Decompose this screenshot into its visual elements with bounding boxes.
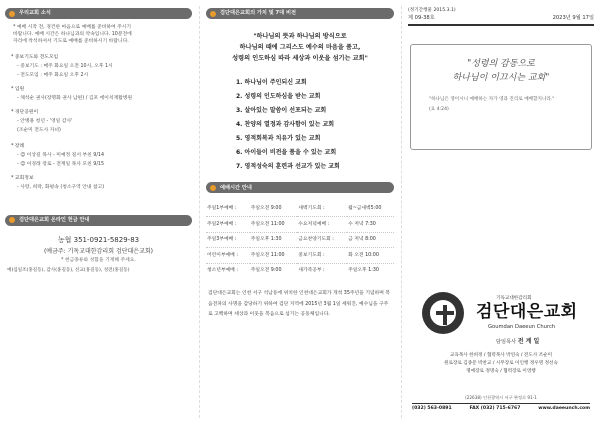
table-cell: 주일1부예배 : [207,205,237,211]
table-cell: 주일오전 9:00 [250,205,282,211]
news-item-line: - 사랑, 희락, 화평속 (청소구역 안내 참고) [17,184,105,190]
church-name: 검단대은교회 [476,302,578,322]
registration-info: (정기간행물 2015.3.1) [408,8,456,13]
table-row [206,217,394,233]
table-row [206,248,394,264]
staff-line: 교육목사 한희정 / 협력목사 박연숙 / 전도사 조순미 [449,353,553,358]
news-item-cleaning [5,176,192,191]
welcome-line: 자리에 착석하셔서 기도로 예배를 준비하시기 바랍니다. [13,38,129,44]
table-cell: 새벽기도회 : [298,205,325,211]
news-item-line: (조순미 전도사 자녀) [17,127,61,133]
vision-quote [206,31,394,64]
table-cell: 화 오전 10:00 [347,248,394,264]
issue-number: 제 09-38호 [408,14,435,21]
vision-item: 1. 하나님이 주인되신 교회 [236,79,307,87]
vision-item: 4. 찬양의 열정과 감사함이 있는 교회 [236,121,335,129]
table-cell: 주일오후 1:30 [347,263,394,279]
news-item-head: * 경단공원이 [11,109,39,115]
table-cell: 주일오후 1:30 [250,232,298,248]
table-cell: 청소년부예배 : [206,263,250,279]
news-item-hospital [5,87,192,102]
vision-item: 7. 영적성숙의 훈련과 선교가 있는 교회 [236,163,340,171]
account-examples: 예)십일조(홍길동), 감사(홍길동), 선교(홍길동), 성전(홍길동) [7,267,130,273]
welcome-line: * 예배 시작 전, 경건한 마음으로 예배를 준비하여 주시기 [13,25,132,30]
vision-item: 3. 살아있는 말씀이 선포되는 교회 [236,107,327,115]
church-name-english: Goumdan Daeeun Church [488,324,556,330]
bulletin-meta-row [408,15,594,22]
table-row [206,263,394,279]
account-number: 농협 351-0921-5829-83 [57,235,140,244]
news-item-thanks [5,110,192,134]
contact-rule [412,403,590,404]
staff-line: 원로장로 김종문 박찬교 / 시무장로 이인행 정우명 정선숙 [444,360,558,366]
vision-quote-line: 하나님의 때에 그리스도 예수의 마음을 품고, [239,44,361,52]
vision-title: 검단대은교회의 가치 및 7대 비전 [220,10,296,17]
table-row [206,201,394,217]
table-cell: 주일오전 9:00 [250,263,298,279]
table-cell: 금요찬양기도회 : [297,232,347,248]
cross-icon [436,311,454,315]
vision-quote-line: "하나님의 뜻과 하나님의 방식으로 [253,33,347,40]
table-cell: 중보기도회 : [297,248,347,264]
scripture-verse: "하나님은 영이시니 예배하는 자가 영과 진리로 예배할지니라." [429,96,555,102]
news-item-head: * 입원 [11,86,25,92]
offering-section-header [5,215,192,226]
scripture-reference: (요 4:24) [429,107,449,113]
bulletin-meta [408,8,594,14]
news-item-head: * 중보기도와 전도모임 [11,54,59,60]
news-item-line: - ☺ 이상길 목사 - 미예정 질서 부친 9/14 [17,152,105,158]
news-item-line: - 채석순 권사(장명화 권사 남편) / 김포 에이치재활병원 [17,95,133,101]
news-section-header [5,8,192,19]
table-cell: 수 저녁 7:30 [347,217,394,233]
orange-dot-icon [210,185,216,191]
seal-inner [428,298,458,328]
account-holder: (예금주: 기독교대한감리회 검단대은교회) [43,247,154,255]
church-intro: 검단대은교회는 인천 서구 석남동에 위치한 인천대은교회가 개척 35주년을 기념하며 복음전파의 사명을 감당하기 위하여 검단 지역에 2015년 3월 1일 세워진, 예수님을 구주로 고백하며 세상과 이웃을 복음으로 섬기는 공동체입니다. [208,290,391,318]
website-link[interactable]: www.daeeunch.com [538,406,590,411]
orange-dot-icon [9,217,15,223]
table-cell: 어린이부예배 : [206,248,250,264]
worship-title: 예배시간 안내 [220,184,252,191]
news-title: 우리교회 소식 [19,10,51,17]
senior-pastor [496,338,539,346]
vision-list [206,76,394,174]
bulletin-date: 2023년 9월 17일 [552,14,594,21]
vision-item: 5. 영적회복과 치유가 있는 교회 [236,135,321,143]
news-item-prayer [5,55,192,79]
table-cell: 월~금새벽5:00 [348,205,382,211]
orange-dot-icon [210,11,216,17]
cover-column [402,0,600,424]
fax-number: FAX (032) 715-6767 [469,406,521,411]
news-column [0,0,198,424]
church-seal-icon [422,292,464,334]
news-item-head: * 장례 [11,143,25,149]
denomination: 기독교대한감리회 [496,296,532,301]
vision-column [200,0,400,424]
table-cell: 수요저녁예배 : [297,217,347,233]
vision-quote-line: 성령의 인도하심 따라 세상과 이웃을 섬기는 교회" [232,55,368,63]
news-item-line: - ☺ 이경래 장로 - 전계일 목사 모친 9/15 [17,161,105,167]
worship-schedule-table [206,201,394,279]
table-row [206,232,394,248]
news-item-line: - 안병용 청년 - '영일 감사' [17,118,73,124]
account-note: * 헌금종류와 성함을 기재해 주세요. [61,258,136,263]
offering-title: 검단대은교회 온라인 헌금 안내 [19,217,90,223]
pastor-name: 전 계 일 [517,338,540,345]
welcome-line: 바랍니다. 예배 시간은 하나님과의 약속입니다. 10분전에 [13,31,132,37]
vision-item: 2. 성령의 인도하심을 받는 교회 [236,93,321,101]
church-address: (22638) 인천광역시 서구 완정로 91-1 [465,395,537,400]
staff-line: 명예장로 정명숙 / 협력장로 이영행 [466,368,536,374]
church-logo-block [408,286,594,336]
theme-line: 하나님이 이끄시는 교회" [452,73,550,84]
news-item-line: - 중보기도 : 매주 화요일 오전 10시, 오후 1시 [17,63,113,69]
vision-item: 6. 아이들이 비전을 품을 수 있는 교회 [236,149,337,157]
table-cell: 주일2부예배 : [206,217,250,233]
theme-line: "성령의 감동으로 [467,59,535,69]
table-cell: 주일오전 11:00 [250,217,298,233]
phone-number: (032) 563-0891 [412,406,452,411]
news-item-line: - 전도모임 : 매주 화요일 오후 2시 [17,72,89,78]
staff-list [408,352,594,375]
pastor-label: 담임목사 [496,339,517,345]
table-cell: 주일오전 11:00 [250,248,298,264]
news-item-head: * 교회정보 [11,175,34,181]
orange-dot-icon [9,11,15,17]
table-cell: 금 저녁 8:00 [347,232,394,248]
cross-icon [443,305,447,325]
table-cell: 새가족공부 : [297,263,347,279]
table-cell: 주일3부예배 : [206,232,250,248]
news-item-funeral [5,144,192,168]
contact-info [412,406,590,412]
header-rule [408,24,594,26]
vision-section-header [206,8,394,19]
worship-section-header [206,182,394,193]
theme-box [410,44,592,150]
